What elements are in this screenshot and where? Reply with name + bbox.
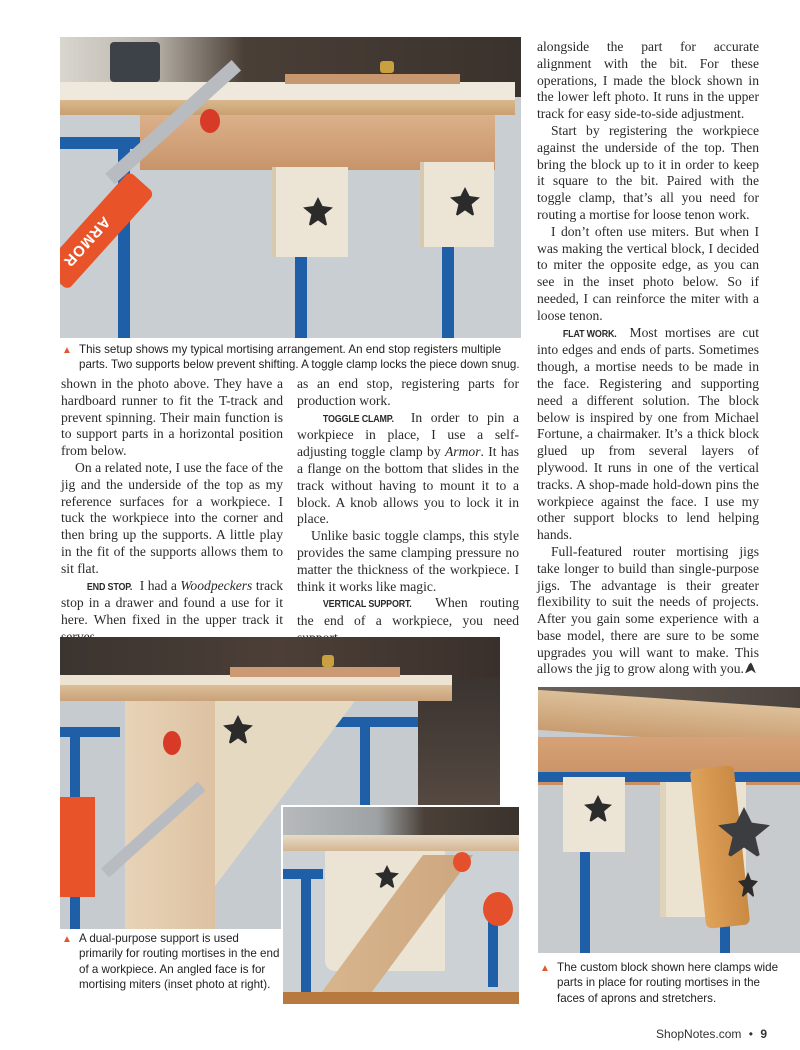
- t-track-horizontal: [60, 137, 140, 149]
- paragraph: Unlike basic toggle clamps, this style provides the same clamping pressure no matter the thickness of the workpiece. I think it works like magic.: [297, 528, 519, 594]
- jig-top-edge: [60, 685, 452, 701]
- run-in-head-toggle-clamp: TOGGLE CLAMP.: [322, 412, 394, 425]
- jig-top-edge: [60, 100, 515, 115]
- toggle-clamp-wheel: [483, 892, 513, 926]
- end-stop-knob: [322, 655, 334, 667]
- clamp-pad: [453, 852, 471, 872]
- brand-name: Armor: [444, 444, 481, 460]
- page-footer: [656, 1027, 767, 1041]
- t-track-vertical-2: [295, 257, 307, 338]
- brand-name: Woodpeckers: [180, 577, 253, 593]
- t-track-vertical: [301, 879, 311, 1004]
- paragraph: Start by registering the workpiece against the underside of the top. Then bring the block up to it in order to keep it square to the bit. Paired with the toggle clamp, that’s all you need for routing a mortise for loose tenon work.: [537, 122, 759, 222]
- router-base: [110, 42, 160, 82]
- paragraph: I don’t often use miters. But when I was making the vertical block, I decided to miter the opposite edge, as you can see in the inset photo below. So if needed, I can reinforce the miter with a loose tenon.: [537, 223, 759, 323]
- run-in-head-end-stop: END STOP.: [86, 580, 133, 593]
- text-column-middle: [297, 376, 519, 647]
- text-column-right: [537, 39, 759, 678]
- page-number: 9: [760, 1027, 767, 1041]
- triangle-caption-marker-icon: ▲: [540, 963, 550, 974]
- paragraph-flat-work: FLAT WORK. Most mortises are cut into edges and ends of parts. Sometimes though, a mortise needs to be made in the face. Registering and supporting need a different solution. The block below is inspired by one from Michael Fortune, a chairmaker. It’s a thick block glued up from several layers of plywood. It runs in one of the vertical tracks. A shop-made hold-down pins the workpiece against the face. I use my other support blocks to lend helping hands.: [537, 324, 759, 543]
- paragraph: shown in the photo above. They have a hardboard runner to fit the T-track and prevent spinning. Their main function is to support parts in a horizontal position from below.: [61, 376, 283, 459]
- publication-site: ShopNotes.com: [656, 1027, 742, 1041]
- support-block-2: [420, 162, 494, 247]
- photo-inset-miter: [281, 805, 521, 1006]
- paragraph-closing: Full-featured router mortising jigs take longer to build than single-purpose jigs. The advantage is their greater flexibility to suit the needs of projects. After you gain some experience with a base model, there are sure to be some upgrades you will want to make. This allows the jig to grow along with you.: [537, 543, 759, 677]
- photo-mortising-arrangement: [60, 37, 521, 338]
- jig-top-surface: [283, 835, 519, 851]
- clamp-pad: [163, 731, 181, 755]
- workpiece-board: [230, 667, 400, 677]
- workpiece-board: [285, 74, 460, 84]
- photo-custom-face-block: [538, 687, 800, 953]
- jig-top-surface: [60, 82, 515, 100]
- bullet-separator: •: [748, 1027, 753, 1041]
- run-in-head-vertical-support: VERTICAL SUPPORT.: [322, 598, 412, 611]
- end-stop-knob: [380, 61, 394, 73]
- paragraph: as an end stop, registering parts for production work.: [297, 376, 519, 408]
- triangle-caption-marker-icon: ▲: [62, 934, 72, 945]
- text-column-left: [61, 376, 283, 646]
- t-track-horizontal: [283, 869, 323, 879]
- paragraph-end-stop: END STOP. I had a Woodpeckers track stop in a drawer and found a use for it here. When fixed in the upper track it: [61, 577, 283, 628]
- photo-background-router: [283, 807, 519, 837]
- run-in-head-flat-work: FLAT WORK.: [562, 327, 617, 340]
- floor: [283, 992, 519, 1004]
- t-track-horizontal: [60, 727, 120, 737]
- clamp-brand-label: ARMOR: [60, 213, 114, 271]
- photo-caption-bottom-right: ▲ The custom block shown here clamps wide parts in place for routing mortises in the faces of aprons and stretchers.: [540, 961, 779, 1005]
- t-track-horizontal: [332, 717, 418, 727]
- paragraph-vertical-support: VERTICAL SUPPORT. When routing the end of a workpiece, you need: [297, 595, 519, 629]
- clamp-pad: [200, 109, 220, 133]
- t-track-vertical-3: [442, 247, 454, 338]
- shopnotes-end-mark-icon: [745, 662, 756, 673]
- triangle-caption-marker-icon: ▲: [62, 345, 72, 356]
- t-track-vertical: [360, 727, 370, 807]
- photo-caption-bottom-left: ▲ A dual-purpose support is used primarily for routing mortises in the end of a workpiece. An angled face is for mortising miters (inset photo at right).: [62, 932, 280, 992]
- paragraph: On a related note, I use the face of the jig and the underside of the top as my reference surfaces for a workpiece. I tuck the workpiece into the corner and then bring up the supports. A little play in the fit of the supports allows them to sit flat.: [61, 459, 283, 576]
- photo-caption-top: ▲ This setup shows my typical mortising arrangement. An end stop registers multiple parts. Two supports below prevent shifting. A toggle clamp locks the piece down snug.: [62, 343, 520, 372]
- paragraph: alongside the part for accurate alignment with the bit. For these operations, I made the block shown in the lower left photo. It runs in the upper track for easy side-to-side adjustment.: [537, 39, 759, 122]
- t-track-vertical: [580, 847, 590, 953]
- paragraph-toggle-clamp: TOGGLE CLAMP. In order to pin a workpiece in place, I use a self-adjusting toggle clamp by Armor. It has a flange on the bottom that slides in the track without having to mount it to a block. A knob allows you to lock it in place.: [297, 409, 519, 527]
- toggle-clamp-body: [60, 797, 95, 897]
- toggle-clamp-body: [60, 171, 155, 290]
